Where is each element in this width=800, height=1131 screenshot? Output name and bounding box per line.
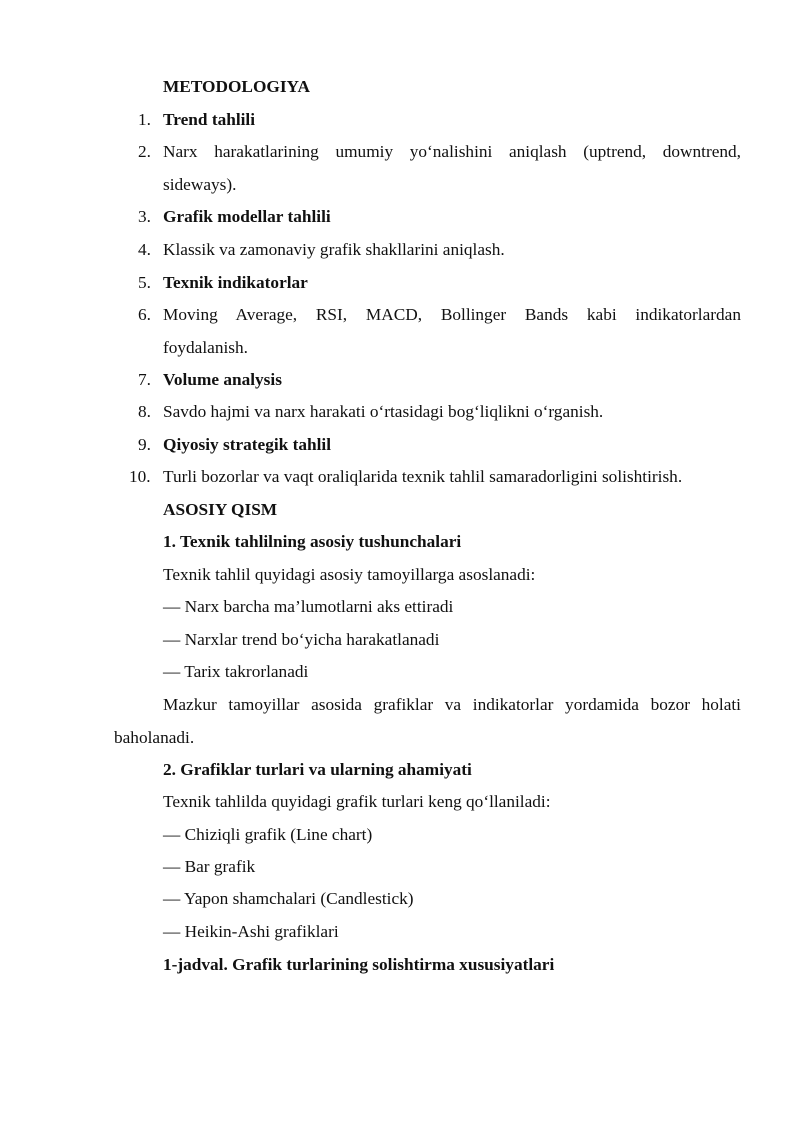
dash-item: — Heikin-Ashi grafiklari: [163, 922, 339, 941]
list-item-text: Narx harakatlarining umumiy yo‘nalishini aniqlash (uptrend, downtrend,: [163, 142, 741, 161]
list-number: 8.: [138, 402, 151, 421]
dash-item: — Bar grafik: [163, 857, 256, 876]
dash-item: — Tarix takrorlanadi: [163, 662, 309, 681]
list-item-text: Moving Average, RSI, MACD, Bollinger Bands kabi indikatorlardan: [163, 305, 741, 324]
section-intro: Texnik tahlil quyidagi asosiy tamoyillarga asoslanadi:: [163, 565, 536, 584]
table-caption: 1-jadval. Grafik turlarining solishtirma xususiyatlari: [163, 955, 555, 974]
list-number: 4.: [138, 240, 151, 259]
list-item-text: Qiyosiy strategik tahlil: [163, 435, 332, 454]
list-number: 3.: [138, 207, 151, 226]
dash-item: — Chiziqli grafik (Line chart): [163, 825, 373, 844]
list-number: 7.: [138, 370, 151, 389]
list-item-text: Volume analysis: [163, 370, 282, 389]
list-number: 2.: [138, 142, 151, 161]
list-item-text: Savdo hajmi va narx harakati o‘rtasidagi bog‘liqlikni o‘rganish.: [163, 402, 604, 421]
section-intro: Texnik tahlilda quyidagi grafik turlari keng qo‘llaniladi:: [163, 792, 551, 811]
list-item-text: Klassik va zamonaviy grafik shakllarini aniqlash.: [163, 240, 505, 259]
section-title: 2. Grafiklar turlari va ularning ahamiyati: [163, 760, 472, 779]
heading-asosiy-qism: ASOSIY QISM: [163, 500, 278, 519]
list-item-text: Texnik indikatorlar: [163, 273, 308, 292]
dash-item: — Narx barcha ma’lumotlarni aks ettiradi: [163, 597, 454, 616]
list-item-text: Trend tahlili: [163, 110, 256, 129]
dash-item: — Yapon shamchalari (Candlestick): [163, 889, 414, 908]
list-number: 1.: [138, 110, 151, 129]
list-item-text: Grafik modellar tahlili: [163, 207, 331, 226]
dash-item: — Narxlar trend bo‘yicha harakatlanadi: [163, 630, 440, 649]
list-item-text-continued: foydalanish.: [163, 338, 248, 357]
list-number: 6.: [138, 305, 151, 324]
list-number: 9.: [138, 435, 151, 454]
list-number: 10.: [129, 467, 151, 486]
section-title: 1. Texnik tahlilning asosiy tushunchalari: [163, 532, 462, 551]
body-paragraph: Mazkur tamoyillar asosida grafiklar va indikatorlar yordamida bozor holati baholanadi.: [114, 695, 741, 747]
list-item-text: Turli bozorlar va vaqt oraliqlarida texnik tahlil samaradorligini solishtirish.: [163, 467, 683, 486]
list-number: 5.: [138, 273, 151, 292]
heading-metodologiya: METODOLOGIYA: [163, 77, 310, 96]
list-item-text-continued: sideways).: [163, 175, 237, 194]
